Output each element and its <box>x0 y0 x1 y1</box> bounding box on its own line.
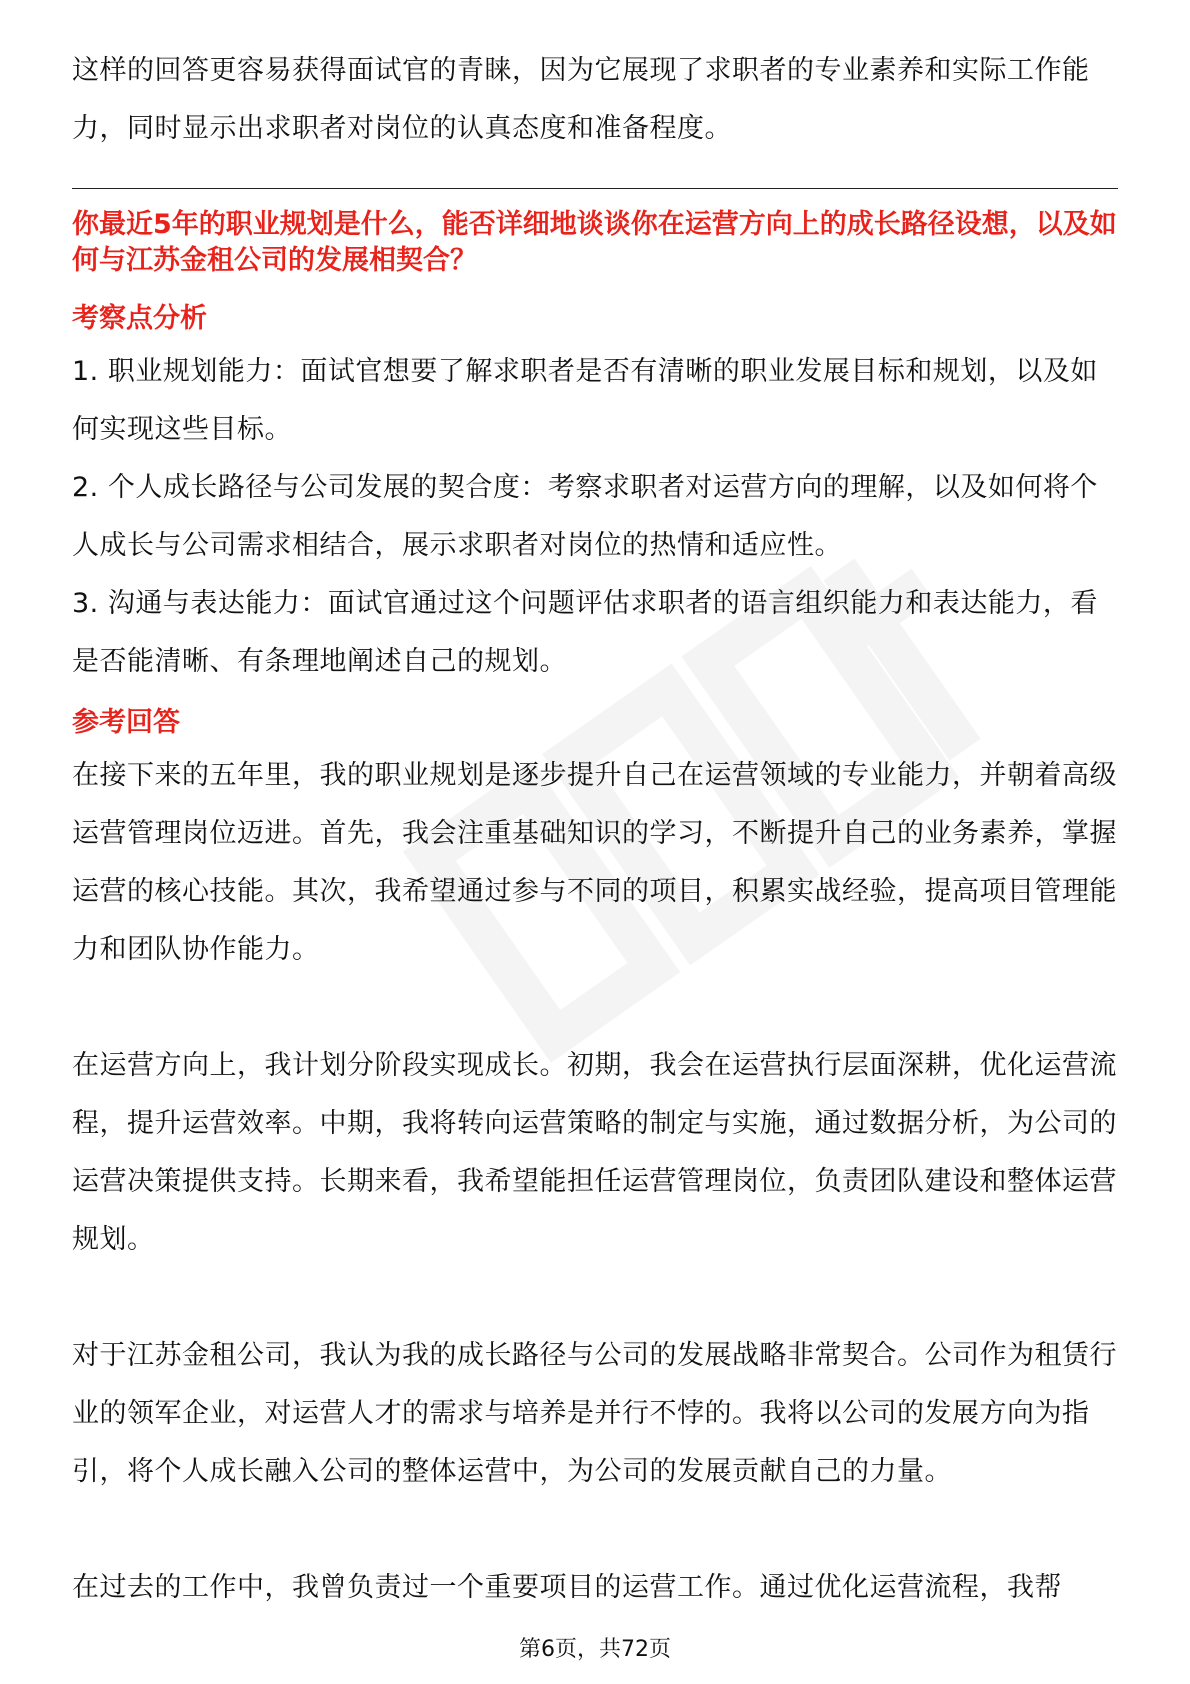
analysis-item: 2. 个人成长路径与公司发展的契合度：考察求职者对运营方向的理解，以及如何将个人成长与公司需求相结合，展示求职者对岗位的热情和适应性。 <box>72 472 1098 561</box>
answer-paragraph: 对于江苏金租公司，我认为我的成长路径与公司的发展战略非常契合。公司作为租赁行业的领军企业，对运营人才的需求与培养是并行不悖的。我将以公司的发展方向为指引，将个人成长融入公司的整体运营中，为公司的发展贡献自己的力量。 <box>72 1340 1117 1487</box>
analysis-item: 3. 沟通与表达能力：面试官通过这个问题评估求职者的语言组织能力和表达能力，看是否能清晰、有条理地阐述自己的规划。 <box>72 588 1098 677</box>
section-divider <box>72 188 1118 189</box>
analysis-heading: 考察点分析 <box>72 303 207 334</box>
interview-question: 你最近5年的职业规划是什么，能否详细地谈谈你在运营方向上的成长路径设想，以及如何与江苏金租公司的发展相契合？ <box>72 209 1117 276</box>
intro-paragraph: 这样的回答更容易获得面试官的青睐，因为它展现了求职者的专业素养和实际工作能力，同时显示出求职者对岗位的认真态度和准备程度。 <box>72 55 1090 144</box>
analysis-item: 1. 职业规划能力：面试官想要了解求职者是否有清晰的职业发展目标和规划，以及如何实现这些目标。 <box>72 356 1098 445</box>
answer-paragraph: 在运营方向上，我计划分阶段实现成长。初期，我会在运营执行层面深耕，优化运营流程，提升运营效率。中期，我将转向运营策略的制定与实施，通过数据分析，为公司的运营决策提供支持。长期来看，我希望能担任运营管理岗位，负责团队建设和整体运营规划。 <box>72 1050 1117 1255</box>
answer-paragraph: 在接下来的五年里，我的职业规划是逐步提升自己在运营领域的专业能力，并朝着高级运营管理岗位迈进。首先，我会注重基础知识的学习，不断提升自己的业务素养，掌握运营的核心技能。其次，我希望通过参与不同的项目，积累实战经验，提高项目管理能力和团队协作能力。 <box>72 760 1117 965</box>
page-number: 第6页，共72页 <box>519 1637 671 1662</box>
document-page <box>72 42 1118 1617</box>
answer-paragraph: 在过去的工作中，我曾负责过一个重要项目的运营工作。通过优化运营流程，我帮 <box>72 1572 1062 1603</box>
answer-heading: 参考回答 <box>72 707 180 738</box>
